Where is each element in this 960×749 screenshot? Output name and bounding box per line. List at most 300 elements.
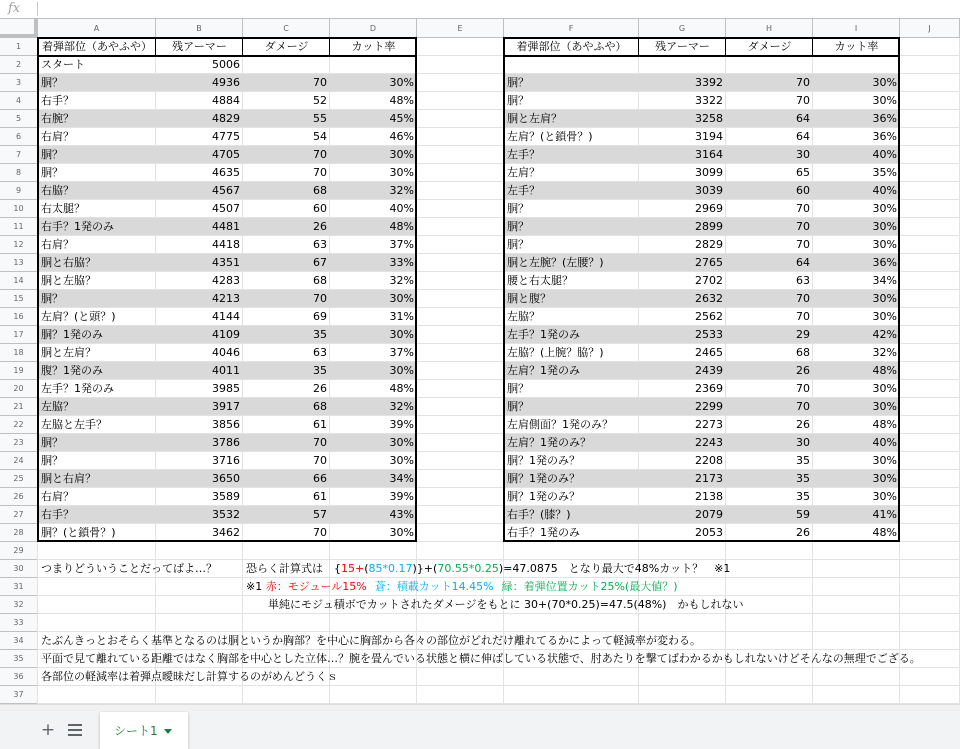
table-cell-right[interactable]: 胴？: [507, 238, 529, 251]
table-cell-right[interactable]: 48%: [872, 526, 897, 539]
table-header-right[interactable]: 着弾部位（あやふや）: [516, 40, 627, 53]
table-cell-right[interactable]: 胴？: [507, 400, 529, 413]
table-cell-left[interactable]: 右肩？: [41, 238, 74, 251]
table-cell-right[interactable]: 左肩？: [507, 166, 540, 179]
table-cell-right[interactable]: 30: [796, 436, 810, 449]
row-header-9[interactable]: 9: [0, 182, 38, 200]
table-cell-right[interactable]: 2465: [695, 346, 723, 359]
table-cell-right[interactable]: 35%: [872, 166, 897, 179]
table-cell-left[interactable]: 胴と左脇？: [41, 274, 96, 287]
note-text: つまりどういうことだってばよ…？: [41, 562, 217, 575]
table-cell-right[interactable]: 2562: [695, 310, 723, 323]
formula-red-part: 15+: [341, 562, 365, 575]
row-header-26[interactable]: 26: [0, 488, 38, 506]
table-cell-left[interactable]: 胴？1発のみ: [41, 328, 103, 341]
row-header-8[interactable]: 8: [0, 164, 38, 182]
table-cell-right[interactable]: 30%: [872, 202, 897, 215]
table-cell-left[interactable]: 46%: [389, 130, 414, 143]
chevron-down-icon[interactable]: [164, 729, 172, 734]
table-cell-right[interactable]: 3322: [695, 94, 723, 107]
table-cell-right[interactable]: 40%: [872, 148, 897, 161]
table-cell-left[interactable]: 39%: [389, 490, 414, 503]
spreadsheet-grid: [0, 19, 960, 704]
table-header-right[interactable]: ダメージ: [747, 40, 792, 53]
table-cell-left[interactable]: 右肩？: [41, 490, 74, 503]
row-header-12[interactable]: 12: [0, 236, 38, 254]
row-header-1[interactable]: 1: [0, 38, 38, 56]
table-cell-left[interactable]: スタート: [41, 58, 85, 71]
table-cell-right[interactable]: 左肩？(と鎖骨？): [507, 130, 593, 143]
table-cell-left[interactable]: 左肩？(と頭？): [41, 310, 116, 323]
table-cell-left[interactable]: 30%: [389, 292, 414, 305]
table-cell-left[interactable]: 43%: [389, 508, 414, 521]
table-cell-left[interactable]: 右手？1発のみ: [41, 220, 114, 233]
table-cell-left[interactable]: 4884: [212, 94, 240, 107]
table-cell-left[interactable]: 3532: [212, 508, 240, 521]
table-cell-right[interactable]: 29: [796, 328, 810, 341]
formula-cyan-part: 85*0.17: [368, 562, 413, 575]
table-cell-right[interactable]: 41%: [872, 508, 897, 521]
note-row-35[interactable]: [41, 650, 921, 668]
table-cell-left[interactable]: 70: [313, 76, 327, 89]
table-cell-left[interactable]: 32%: [389, 400, 414, 413]
column-header-d[interactable]: D: [330, 19, 417, 38]
table-cell-left[interactable]: 52: [313, 94, 327, 107]
table-cell-right[interactable]: 70: [796, 238, 810, 251]
left-table-border-header-sep: [329, 38, 330, 56]
table-cell-left[interactable]: 胴？: [41, 292, 63, 305]
note-text: 平面で見て離れている距離ではなく胸部を中心とした立体…？腕を畳んでいる状態と横に伸ばしている状態で、肘あたりを撃てばわかるかもしれないけどそんなの無理でござる。: [41, 652, 921, 665]
table-cell-right[interactable]: 左肩？1発のみ？: [507, 436, 591, 449]
table-cell-left[interactable]: 57: [313, 508, 327, 521]
row-header-29[interactable]: 29: [0, 542, 38, 560]
table-cell-right[interactable]: 胴？1発のみ？: [507, 454, 580, 467]
table-cell-right[interactable]: 右手？(膝？): [507, 508, 571, 521]
table-cell-right[interactable]: 70: [796, 292, 810, 305]
table-cell-right[interactable]: 2273: [695, 418, 723, 431]
table-cell-left[interactable]: 腹？1発のみ: [41, 364, 103, 377]
table-cell-right[interactable]: 胴？: [507, 382, 529, 395]
table-cell-left[interactable]: 3716: [212, 454, 240, 467]
table-cell-left[interactable]: 54: [313, 130, 327, 143]
row-header-15[interactable]: 15: [0, 290, 38, 308]
row-header-6[interactable]: 6: [0, 128, 38, 146]
table-cell-right[interactable]: 48%: [872, 418, 897, 431]
table-header-right[interactable]: カット率: [834, 40, 879, 53]
table-cell-right[interactable]: 70: [796, 76, 810, 89]
table-cell-right[interactable]: 70: [796, 382, 810, 395]
table-cell-right[interactable]: 70: [796, 202, 810, 215]
table-cell-left[interactable]: 32%: [389, 184, 414, 197]
table-cell-left[interactable]: 69: [313, 310, 327, 323]
table-cell-left[interactable]: 61: [313, 418, 327, 431]
horizontal-scrollbar[interactable]: [0, 704, 960, 711]
table-cell-right[interactable]: 2208: [695, 454, 723, 467]
table-cell-right[interactable]: 右手？1発のみ: [507, 526, 580, 539]
table-cell-left[interactable]: 34%: [389, 472, 414, 485]
table-header-right[interactable]: 残アーマー: [655, 40, 710, 53]
table-cell-left[interactable]: 37%: [389, 238, 414, 251]
table-cell-right[interactable]: 40%: [872, 436, 897, 449]
table-cell-left[interactable]: 45%: [389, 112, 414, 125]
row-header-4[interactable]: 4: [0, 92, 38, 110]
row-header-17[interactable]: 17: [0, 326, 38, 344]
table-cell-right[interactable]: 35: [796, 472, 810, 485]
table-cell-right[interactable]: 2369: [695, 382, 723, 395]
table-cell-right[interactable]: 2829: [695, 238, 723, 251]
row-header-11[interactable]: 11: [0, 218, 38, 236]
table-cell-left[interactable]: 63: [313, 238, 327, 251]
table-cell-left[interactable]: 32%: [389, 274, 414, 287]
note-row-31-legend[interactable]: [246, 578, 678, 596]
table-cell-left[interactable]: 70: [313, 166, 327, 179]
table-cell-left[interactable]: 胴？: [41, 454, 63, 467]
table-cell-left[interactable]: 63: [313, 346, 327, 359]
table-cell-left[interactable]: 4046: [212, 346, 240, 359]
row-header-35[interactable]: 35: [0, 650, 38, 668]
note-text: 単純にモジュ積ボでカットされたダメージをもとに 30+(70*0.25)=47.5(48%) かもしれない: [268, 598, 744, 611]
table-cell-left[interactable]: 30%: [389, 454, 414, 467]
table-cell-right[interactable]: 2299: [695, 400, 723, 413]
note-row-36[interactable]: [41, 668, 338, 686]
table-cell-left[interactable]: 39%: [389, 418, 414, 431]
table-cell-right[interactable]: 左脇？(上腕？脇？): [507, 346, 604, 359]
table-cell-right[interactable]: 34%: [872, 274, 897, 287]
table-cell-left[interactable]: 胴？: [41, 436, 63, 449]
table-cell-right[interactable]: 2079: [695, 508, 723, 521]
table-cell-left[interactable]: 30%: [389, 526, 414, 539]
table-cell-left[interactable]: 30%: [389, 364, 414, 377]
table-cell-left[interactable]: 4481: [212, 220, 240, 233]
table-cell-right[interactable]: 48%: [872, 364, 897, 377]
table-cell-left[interactable]: 4351: [212, 256, 240, 269]
table-cell-left[interactable]: 胴？: [41, 76, 63, 89]
table-cell-right[interactable]: 70: [796, 400, 810, 413]
row-header-5[interactable]: 5: [0, 110, 38, 128]
table-cell-right[interactable]: 胴と左肩？: [507, 112, 562, 125]
column-header-h[interactable]: H: [726, 19, 813, 38]
table-cell-right[interactable]: 3194: [695, 130, 723, 143]
table-cell-right[interactable]: 左肩？1発のみ: [507, 364, 580, 377]
table-cell-right[interactable]: 2632: [695, 292, 723, 305]
row-header-14[interactable]: 14: [0, 272, 38, 290]
row-header-18[interactable]: 18: [0, 344, 38, 362]
table-cell-left[interactable]: 右太腿？: [41, 202, 85, 215]
table-cell-left[interactable]: 胴？: [41, 166, 63, 179]
right-table-border-header-sep: [725, 38, 726, 56]
row-header-32[interactable]: 32: [0, 596, 38, 614]
row-header-22[interactable]: 22: [0, 416, 38, 434]
table-cell-right[interactable]: 63: [796, 274, 810, 287]
table-cell-left[interactable]: 左脇と左手？: [41, 418, 107, 431]
table-cell-left[interactable]: 胴？(と鎖骨？): [41, 526, 116, 539]
left-table-border: [37, 37, 417, 542]
table-cell-left[interactable]: 70: [313, 436, 327, 449]
table-cell-left[interactable]: 3650: [212, 472, 240, 485]
table-cell-right[interactable]: 胴？: [507, 202, 529, 215]
table-cell-left[interactable]: 66: [313, 472, 327, 485]
row-header-2[interactable]: 2: [0, 56, 38, 74]
formula-green-part: 70.55*0.25: [437, 562, 499, 575]
table-cell-right[interactable]: 32%: [872, 346, 897, 359]
select-all-corner[interactable]: [0, 19, 38, 38]
table-cell-right[interactable]: 3164: [695, 148, 723, 161]
table-cell-right[interactable]: 30%: [872, 490, 897, 503]
table-cell-left[interactable]: 60: [313, 202, 327, 215]
table-cell-left[interactable]: 3462: [212, 526, 240, 539]
column-header-b[interactable]: B: [156, 19, 243, 38]
note-text: ※1: [246, 580, 266, 593]
table-header-left[interactable]: ダメージ: [264, 40, 309, 53]
table-cell-right[interactable]: 2439: [695, 364, 723, 377]
table-cell-left[interactable]: 68: [313, 400, 327, 413]
column-header-c[interactable]: C: [243, 19, 330, 38]
table-cell-left[interactable]: 70: [313, 148, 327, 161]
table-cell-left[interactable]: 30%: [389, 76, 414, 89]
table-cell-right[interactable]: 30%: [872, 76, 897, 89]
table-cell-right[interactable]: 70: [796, 94, 810, 107]
table-cell-right[interactable]: 64: [796, 112, 810, 125]
table-cell-left[interactable]: 30%: [389, 148, 414, 161]
table-cell-right[interactable]: 胴と左腕？(左腰？): [507, 256, 604, 269]
table-cell-right[interactable]: 65: [796, 166, 810, 179]
sheet-tab-label: シート1: [114, 724, 158, 738]
table-cell-right[interactable]: 36%: [872, 112, 897, 125]
table-cell-left[interactable]: 4109: [212, 328, 240, 341]
table-cell-right[interactable]: 59: [796, 508, 810, 521]
row-header-27[interactable]: 27: [0, 506, 38, 524]
table-cell-left[interactable]: 5006: [212, 58, 240, 71]
table-cell-right[interactable]: 26: [796, 418, 810, 431]
table-cell-right[interactable]: 30%: [872, 400, 897, 413]
column-header-a[interactable]: A: [38, 19, 156, 38]
table-cell-right[interactable]: 左手？: [507, 148, 540, 161]
table-cell-left[interactable]: 4635: [212, 166, 240, 179]
table-cell-right[interactable]: 30%: [872, 220, 897, 233]
row-header-28[interactable]: 28: [0, 524, 38, 542]
row-header-36[interactable]: 36: [0, 668, 38, 686]
table-cell-right[interactable]: 2243: [695, 436, 723, 449]
note-text: 恐らく計算式は {: [246, 562, 341, 575]
table-cell-left[interactable]: 3589: [212, 490, 240, 503]
add-sheet-button[interactable]: +: [40, 720, 56, 740]
table-cell-right[interactable]: 左肩側面？1発のみ？: [507, 418, 613, 431]
table-cell-right[interactable]: 30%: [872, 472, 897, 485]
table-cell-left[interactable]: 3856: [212, 418, 240, 431]
row-header-31[interactable]: 31: [0, 578, 38, 596]
table-cell-right[interactable]: 胴？: [507, 220, 529, 233]
note-text: 各部位の軽減率は着弾点曖昧だし計算するのがめんどうくｓ: [41, 670, 338, 683]
table-cell-right[interactable]: 胴？1発のみ？: [507, 490, 580, 503]
table-cell-left[interactable]: 4507: [212, 202, 240, 215]
note-row-30-formula[interactable]: [246, 560, 730, 578]
row-header-24[interactable]: 24: [0, 452, 38, 470]
column-header-i[interactable]: I: [813, 19, 900, 38]
row-header-16[interactable]: 16: [0, 308, 38, 326]
row-header-3[interactable]: 3: [0, 74, 38, 92]
table-cell-left[interactable]: 67: [313, 256, 327, 269]
table-cell-left[interactable]: 右手？: [41, 508, 74, 521]
row-header-21[interactable]: 21: [0, 398, 38, 416]
table-cell-left[interactable]: 70: [313, 526, 327, 539]
table-cell-left[interactable]: 26: [313, 382, 327, 395]
table-cell-right[interactable]: 左手？1発のみ: [507, 328, 580, 341]
table-cell-left[interactable]: 胴と右肩？: [41, 472, 96, 485]
table-cell-left[interactable]: 48%: [389, 94, 414, 107]
table-cell-left[interactable]: 4011: [212, 364, 240, 377]
table-cell-left[interactable]: 3917: [212, 400, 240, 413]
table-cell-left[interactable]: 胴？: [41, 148, 63, 161]
table-cell-left[interactable]: 30%: [389, 166, 414, 179]
table-cell-left[interactable]: 右手？: [41, 94, 74, 107]
table-cell-left[interactable]: 3786: [212, 436, 240, 449]
table-cell-left[interactable]: 4144: [212, 310, 240, 323]
table-cell-right[interactable]: 2899: [695, 220, 723, 233]
table-cell-right[interactable]: 2702: [695, 274, 723, 287]
table-cell-right[interactable]: 40%: [872, 184, 897, 197]
row-header-25[interactable]: 25: [0, 470, 38, 488]
table-cell-right[interactable]: 35: [796, 454, 810, 467]
formula-input[interactable]: [40, 1, 940, 17]
table-cell-left[interactable]: 4283: [212, 274, 240, 287]
legend-green: 緑：着弾位置カット25%(最大値？): [501, 580, 678, 593]
column-header-f[interactable]: F: [504, 19, 639, 38]
table-cell-right[interactable]: 70: [796, 220, 810, 233]
table-cell-left[interactable]: 31%: [389, 310, 414, 323]
table-cell-right[interactable]: 3099: [695, 166, 723, 179]
column-header-e[interactable]: E: [417, 19, 504, 38]
table-cell-left[interactable]: 3985: [212, 382, 240, 395]
table-cell-left[interactable]: 35: [313, 328, 327, 341]
table-cell-left[interactable]: 4213: [212, 292, 240, 305]
table-cell-right[interactable]: 胴？: [507, 76, 529, 89]
table-cell-left[interactable]: 61: [313, 490, 327, 503]
table-cell-left[interactable]: 左脇？: [41, 400, 74, 413]
row-header-13[interactable]: 13: [0, 254, 38, 272]
table-cell-right[interactable]: 68: [796, 346, 810, 359]
table-cell-right[interactable]: 30%: [872, 454, 897, 467]
table-cell-left[interactable]: 4775: [212, 130, 240, 143]
table-cell-right[interactable]: 30%: [872, 310, 897, 323]
table-cell-right[interactable]: 35: [796, 490, 810, 503]
table-cell-right[interactable]: 2173: [695, 472, 723, 485]
table-cell-left[interactable]: 右脇？: [41, 184, 74, 197]
table-cell-right[interactable]: 36%: [872, 130, 897, 143]
row-header-20[interactable]: 20: [0, 380, 38, 398]
table-cell-left[interactable]: 55: [313, 112, 327, 125]
row-header-23[interactable]: 23: [0, 434, 38, 452]
right-table-border: [503, 37, 900, 542]
table-cell-left[interactable]: 30%: [389, 328, 414, 341]
table-cell-right[interactable]: 36%: [872, 256, 897, 269]
table-cell-right[interactable]: 2533: [695, 328, 723, 341]
table-cell-right[interactable]: 胴と腹？: [507, 292, 551, 305]
row-header-30[interactable]: 30: [0, 560, 38, 578]
table-cell-left[interactable]: 70: [313, 292, 327, 305]
table-cell-right[interactable]: 30%: [872, 292, 897, 305]
table-cell-right[interactable]: 42%: [872, 328, 897, 341]
table-cell-left[interactable]: 4418: [212, 238, 240, 251]
note-row-34[interactable]: [41, 632, 701, 650]
table-cell-left[interactable]: 4936: [212, 76, 240, 89]
column-header-g[interactable]: G: [639, 19, 726, 38]
row-header-19[interactable]: 19: [0, 362, 38, 380]
table-cell-right[interactable]: 腰と右太腿？: [507, 274, 573, 287]
table-cell-right[interactable]: 左脇？: [507, 310, 540, 323]
table-cell-left[interactable]: 48%: [389, 220, 414, 233]
row-header-37[interactable]: 37: [0, 686, 38, 704]
table-cell-left[interactable]: 4829: [212, 112, 240, 125]
table-cell-left[interactable]: 右腕？: [41, 112, 74, 125]
table-cell-right[interactable]: 3392: [695, 76, 723, 89]
table-cell-right[interactable]: 胴？: [507, 94, 529, 107]
table-cell-right[interactable]: 2969: [695, 202, 723, 215]
row-header-7[interactable]: 7: [0, 146, 38, 164]
left-table-border-header-sep: [242, 38, 243, 56]
column-header-j[interactable]: J: [900, 19, 960, 38]
right-table-border-header-sep: [812, 38, 813, 56]
table-cell-right[interactable]: 30: [796, 148, 810, 161]
table-cell-left[interactable]: 70: [313, 454, 327, 467]
note-row-30-question[interactable]: [41, 560, 217, 578]
table-cell-left[interactable]: 35: [313, 364, 327, 377]
table-cell-right[interactable]: 30%: [872, 382, 897, 395]
table-cell-right[interactable]: 30%: [872, 94, 897, 107]
table-header-left[interactable]: 着弾部位（あやふや）: [42, 40, 152, 53]
table-cell-left[interactable]: 33%: [389, 256, 414, 269]
row-header-34[interactable]: 34: [0, 632, 38, 650]
row-header-33[interactable]: 33: [0, 614, 38, 632]
table-cell-right[interactable]: 2138: [695, 490, 723, 503]
table-cell-right[interactable]: 30%: [872, 238, 897, 251]
table-cell-left[interactable]: 胴と左肩？: [41, 346, 96, 359]
table-cell-left[interactable]: 30%: [389, 436, 414, 449]
all-sheets-menu-icon[interactable]: [68, 724, 82, 736]
table-header-left[interactable]: カット率: [351, 40, 396, 53]
table-cell-right[interactable]: 3258: [695, 112, 723, 125]
table-cell-right[interactable]: 60: [796, 184, 810, 197]
legend-red: 赤：モジュール15%: [265, 580, 367, 593]
table-cell-left[interactable]: 4567: [212, 184, 240, 197]
table-cell-right[interactable]: 64: [796, 256, 810, 269]
table-cell-right[interactable]: 左手？: [507, 184, 540, 197]
table-cell-right[interactable]: 64: [796, 130, 810, 143]
note-row-32[interactable]: [268, 596, 743, 614]
table-cell-right[interactable]: 70: [796, 310, 810, 323]
table-cell-left[interactable]: 40%: [389, 202, 414, 215]
table-cell-left[interactable]: 左手？1発のみ: [41, 382, 114, 395]
table-header-left[interactable]: 残アーマー: [172, 40, 227, 53]
table-cell-left[interactable]: 68: [313, 274, 327, 287]
right-table-border-header-rule: [503, 55, 900, 57]
sheet-tab-1[interactable]: [100, 712, 188, 749]
table-cell-right[interactable]: 2053: [695, 526, 723, 539]
row-header-10[interactable]: 10: [0, 200, 38, 218]
table-cell-left[interactable]: 右肩？: [41, 130, 74, 143]
table-cell-left[interactable]: 48%: [389, 382, 414, 395]
table-cell-right[interactable]: 26: [796, 526, 810, 539]
right-table-border-header-sep: [638, 38, 639, 56]
table-cell-left[interactable]: 26: [313, 220, 327, 233]
table-cell-right[interactable]: 26: [796, 364, 810, 377]
table-cell-left[interactable]: 胴と右脇？: [41, 256, 96, 269]
table-cell-left[interactable]: 4705: [212, 148, 240, 161]
table-cell-right[interactable]: 2765: [695, 256, 723, 269]
table-cell-right[interactable]: 3039: [695, 184, 723, 197]
table-cell-left[interactable]: 68: [313, 184, 327, 197]
table-cell-left[interactable]: 37%: [389, 346, 414, 359]
table-cell-right[interactable]: 胴？1発のみ？: [507, 472, 580, 485]
